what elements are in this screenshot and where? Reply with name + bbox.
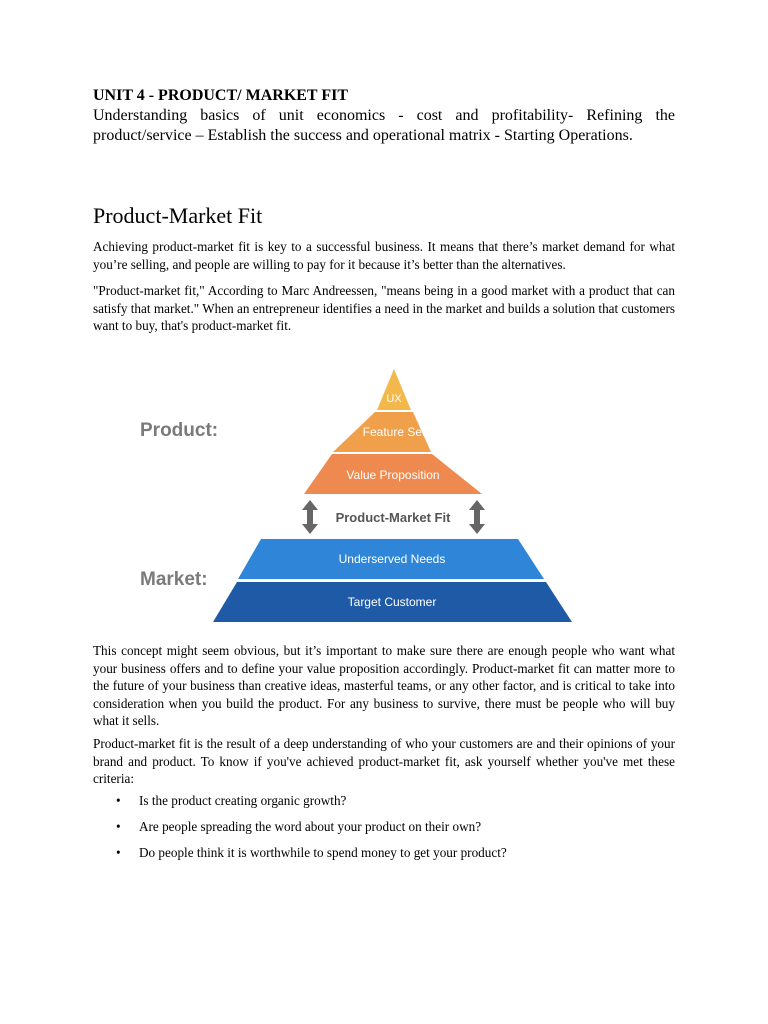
double-arrow-icon — [302, 500, 318, 534]
criteria-list — [93, 792, 675, 870]
section-title: Product-Market Fit — [93, 203, 263, 228]
product-market-fit-label: Product-Market Fit — [335, 510, 451, 525]
product-market-fit-diagram — [110, 340, 580, 630]
list-item-text: Is the product creating organic growth? — [139, 793, 347, 808]
paragraph-intro: Achieving product-market fit is key to a successful business. It means that there’s market demand for what you’re selling, and people are willing to pay for it because it’s better than the alternatives. — [93, 239, 675, 272]
layer-feature-set-label: Feature Set — [362, 425, 426, 439]
paragraph-concept: This concept might seem obvious, but it’s important to make sure there are enough people who want what your business offers and to define your value proposition accordingly. Product-market fit can matter more to the future of your business than creative ideas, masterful teams, or any other factor, and is critical to take into consideration when you build the product. For any business to survive, there must be people who will buy what it sells. — [93, 643, 675, 728]
paragraph-definition: "Product-market fit," According to Marc Andreessen, "means being in a good market with a product that can satisfy that market." When an entrepreneur identifies a need in the market and builds a solution that customers want to buy, that's product-market fit. — [93, 283, 675, 333]
bullet-icon: • — [116, 819, 121, 834]
list-item — [93, 792, 675, 810]
list-item-text: Are people spreading the word about your product on their own? — [139, 819, 482, 834]
unit-heading: UNIT 4 - PRODUCT/ MARKET FIT — [93, 87, 348, 104]
bullet-icon: • — [116, 793, 121, 808]
layer-ux-label: UX — [386, 393, 402, 405]
product-label: Product: — [140, 420, 219, 441]
bullet-icon: • — [116, 845, 121, 860]
layer-target-customer-label: Target Customer — [347, 595, 437, 609]
double-arrow-icon — [469, 500, 485, 534]
market-label: Market: — [140, 569, 208, 590]
list-item — [93, 818, 675, 836]
layer-value-proposition-label: Value Proposition — [346, 468, 440, 482]
list-item — [93, 844, 675, 862]
unit-subtitle: Understanding basics of unit economics - cost and profitability- Refining the product/service – Establish the success and operational matrix - Starting Operations. — [93, 107, 675, 144]
paragraph-criteria: Product-market fit is the result of a deep understanding of who your customers are and their opinions of your brand and product. To know if you've achieved product-market fit, ask yourself whether you've met these criteria: — [93, 736, 675, 786]
layer-underserved-needs-label: Underserved Needs — [338, 552, 446, 566]
list-item-text: Do people think it is worthwhile to spend money to get your product? — [139, 845, 507, 860]
